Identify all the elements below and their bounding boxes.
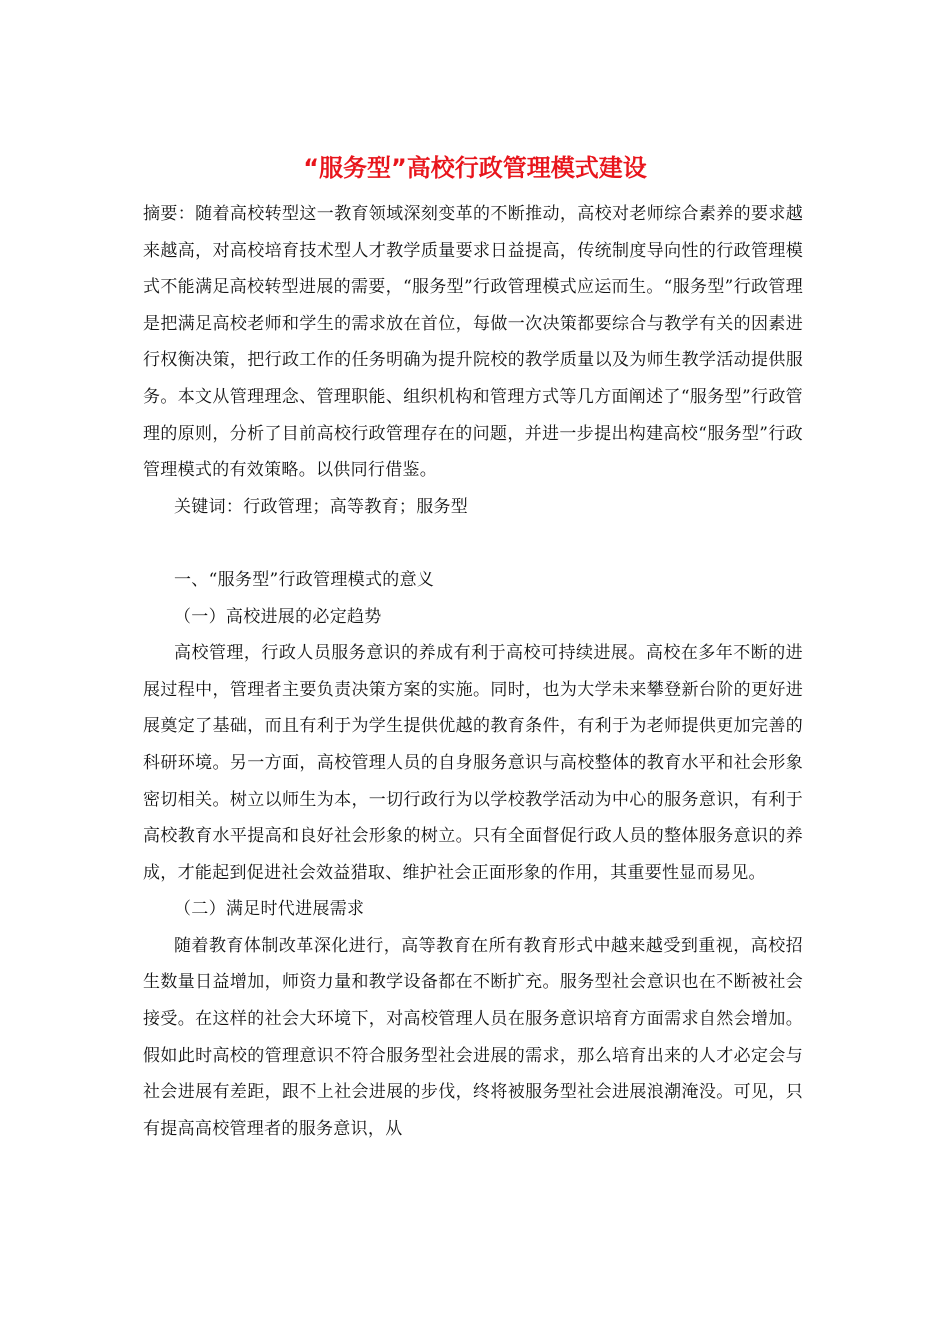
document-body (143, 196, 803, 1147)
body-paragraph: 随着教育体制改革深化进行，高等教育在所有教育形式中越来越受到重视，高校招生数量日益增加，师资力量和教学设备都在不断扩充。服务型社会意识也在不断被社会接受。在这样的社会大环境下，对高校管理人员在服务意识培育方面需求自然会增加。假如此时高校的管理意识不符合服务型社会进展的需求，那么培育出来的人才必定会与社会进展有差距，跟不上社会进展的步伐，终将被服务型社会进展浪潮淹没。可见，只有提高高校管理者的服务意识，从 (143, 935, 803, 1139)
keywords-line: 关键词：行政管理；高等教育；服务型 (174, 496, 469, 517)
document-title: “服务型”高校行政管理模式建设 (303, 154, 647, 182)
abstract-paragraph: 摘要：随着高校转型这一教育领域深刻变革的不断推动，高校对老师综合素养的要求越来越高，对高校培育技术型人才教学质量要求日益提高，传统制度导向性的行政管理模式不能满足高校转型进展的需要，“服务型”行政管理模式应运而生。“服务型”行政管理是把满足高校老师和学生的需求放在首位，每做一次决策都要综合与教学有关的因素进行权衡决策，把行政工作的任务明确为提升院校的教学质量以及为师生教学活动提供服务。本文从管理理念、管理职能、组织机构和管理方式等几方面阐述了“服务型”行政管理的原则，分析了目前高校行政管理存在的问题，并进一步提出构建高校“服务型”行政管理模式的有效策略。以供同行借鉴。 (143, 204, 803, 481)
subsection-heading: （一）高校进展的必定趋势 (174, 606, 382, 627)
section-heading: 一、“服务型”行政管理模式的意义 (174, 569, 435, 590)
subsection-heading: （二）满足时代进展需求 (174, 899, 365, 920)
blank-line (143, 525, 803, 562)
body-paragraph: 高校管理，行政人员服务意识的养成有利于高校可持续进展。高校在多年不断的进展过程中，管理者主要负责决策方案的实施。同时，也为大学未来攀登新台阶的更好进展奠定了基础，而且有利于为学生提供优越的教育条件，有利于为老师提供更加完善的科研环境。另一方面，高校管理人员的自身服务意识与高校整体的教育水平和社会形象密切相关。树立以师生为本，一切行政行为以学校教学活动为中心的服务意识，有利于高校教育水平提高和良好社会形象的树立。只有全面督促行政人员的整体服务意识的养成，才能起到促进社会效益猎取、维护社会正面形象的作用，其重要性显而易见。 (143, 643, 803, 883)
